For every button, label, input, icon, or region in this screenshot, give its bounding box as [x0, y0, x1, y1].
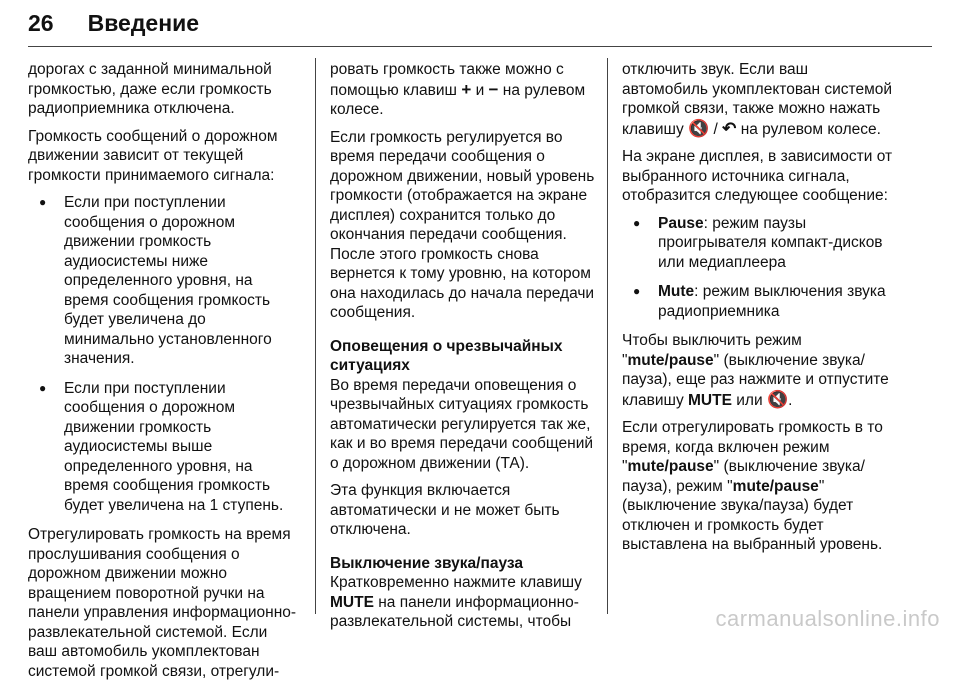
paragraph: Если отрегулировать громкость в то время, когда включен режим "mute/pause" (выключение звука/пауза), режим "mute/pause" (выключение звука/пауза) будет отключен и громкость будет выставлена на выбранный уровень.: [622, 419, 883, 553]
paragraph: отключить звук. Если ваш автомобиль укомплектован системой громкой связи, также можно нажать клавишу 🔇 / ↶ на рулевом колесе.: [622, 61, 893, 138]
mute-key-label: MUTE: [330, 593, 374, 611]
watermark: carmanualsonline.info: [715, 606, 940, 631]
list-item: ● Если при поступлении сообщения о дорожном движении громкость аудиосистемы ниже определенного уровня, на время сообщения громкость будет увеличена до минимально установленного значения.: [28, 193, 300, 369]
column-divider: [315, 58, 316, 614]
paragraph: На экране дисплея, в зависимости от выбранного источника сигнала, отобразится следующее сообщение:: [622, 148, 893, 204]
column-divider: [607, 58, 608, 614]
page-header: [28, 10, 199, 37]
column-1: [28, 60, 300, 689]
mute-icon: 🔇: [766, 389, 789, 409]
section-heading: Выключение звука/пауза: [330, 554, 523, 572]
bullet-list: [622, 214, 894, 322]
paragraph: дорогах с заданной минимальной громкостью, даже если громкость радиоприемника отключена.: [28, 61, 272, 117]
list-item: ● Если при поступлении сообщения о дорожном движении громкость аудиосистемы выше определенного уровня, на время сообщения громкость будет увеличена на 1 ступень.: [28, 379, 300, 516]
paragraph: Если громкость регулируется во время передачи сообщения о дорожном движении, новый уровень громкости (отображается на экране дисплея) сохранится только до окончания передачи сообщения. После этого громкость снова вернется к тому уровню, на котором она находилась до начала передачи сообщения.: [330, 128, 595, 321]
mute-key-label: MUTE: [688, 391, 732, 409]
paragraph: Кратковременно нажмите клавишу MUTE на панели информационно-развлекательной системы, чтобы: [330, 574, 582, 630]
header-rule: [28, 46, 932, 47]
mute-icon: 🔇: [688, 118, 710, 138]
paragraph: Чтобы выключить режим "mute/pause" (выключение звука/пауза), еще раз нажмите и отпустите клавишу MUTE или 🔇.: [622, 332, 889, 409]
column-2: [330, 60, 602, 640]
page-number: 26: [28, 10, 54, 36]
bullet-list: [28, 193, 300, 515]
paragraph: Во время передачи оповещения о чрезвычайных ситуациях громкость автоматически регулируется так же, как и во время передачи сообщений о дорожном движении (ТА).: [330, 376, 594, 472]
page-title: Введение: [87, 10, 200, 36]
plus-icon: +: [461, 79, 472, 99]
list-item: ● Pause: режим паузы проигрывателя компакт-дисков или медиаплеера: [622, 214, 894, 273]
paragraph: ровать громкость также можно с помощью клавиш + и − на рулевом колесе.: [330, 61, 586, 118]
paragraph: Громкость сообщений о дорожном движении зависит от текущей громкости принимаемого сигнала:: [28, 127, 278, 184]
minus-icon: −: [488, 79, 499, 99]
section-heading: Оповещения о чрезвычайных ситуациях: [330, 337, 563, 374]
paragraph: Эта функция включается автоматически и не может быть отключена.: [330, 482, 560, 538]
back-icon: ↶: [722, 118, 737, 138]
column-3: [622, 60, 894, 563]
paragraph: Отрегулировать громкость на время прослушивания сообщения о дорожном движении можно вращением поворотной ручки на панели управления информационно-развлекательной системой. Если ваш автомобиль укомплектован системой громкой связи, отрегули-: [28, 526, 297, 680]
list-item: ● Mute: режим выключения звука радиоприемника: [622, 282, 894, 321]
